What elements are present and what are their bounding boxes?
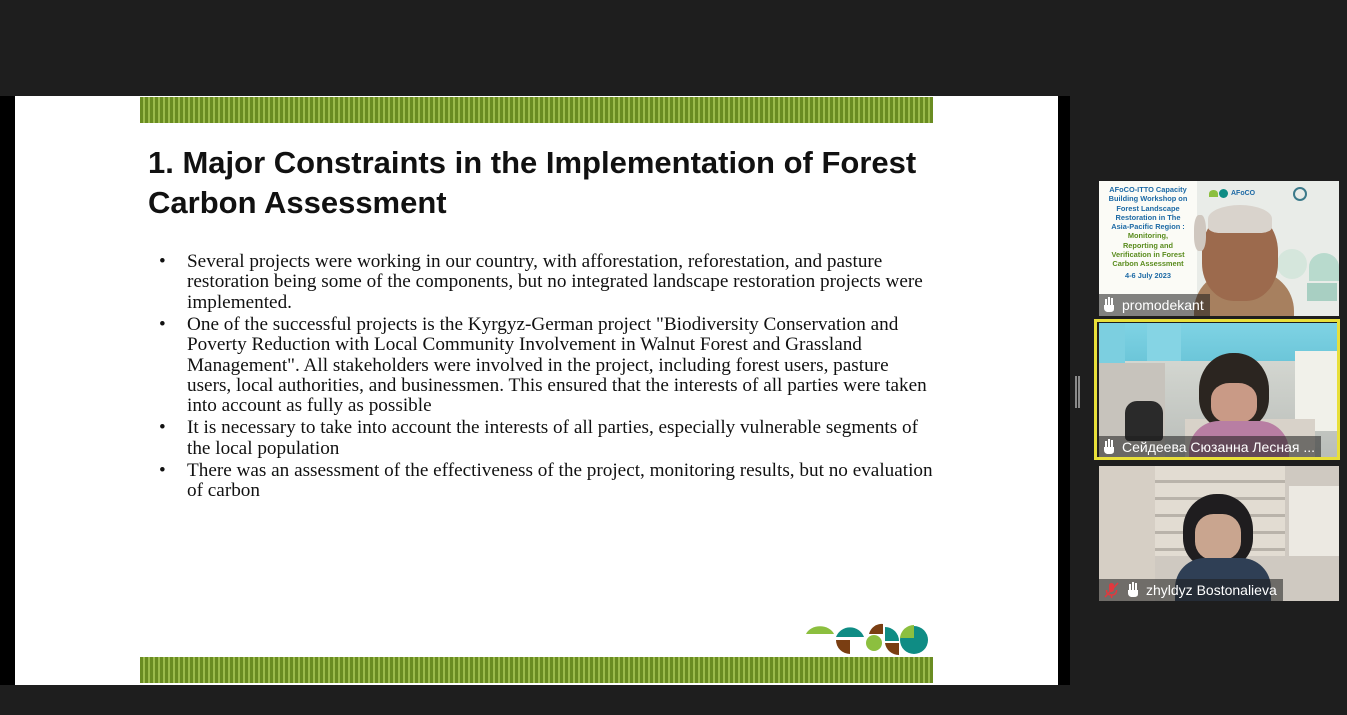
participant-video-tile-active[interactable] bbox=[1099, 323, 1339, 458]
bullet-text: One of the successful projects is the Kyrgyz-German project "Biodiversity Conservation and Poverty Reduction with Local Community Involvement in Walnut Forest and Grassland Management". All stakeholders were involved in the project, including forest users, pasture users, local authorities, and businessmen. This ensured that the interests of all parties were taken into account as fully as possible bbox=[187, 313, 927, 417]
slide-bottom-stripe bbox=[140, 657, 933, 683]
bullet-text: There was an assessment of the effectiveness of the project, monitoring results, but no evaluation of carbon bbox=[187, 459, 933, 501]
bullet-symbol: • bbox=[159, 459, 166, 481]
banner-line: Reporting and bbox=[1122, 240, 1174, 250]
participant-name-bar bbox=[1099, 436, 1321, 458]
banner-date: 4-6 July 2023 bbox=[1124, 270, 1172, 280]
bullet-text: It is necessary to take into account the interests of all parties, especially vulnerable segments of the local population bbox=[187, 417, 919, 459]
bullet-text: Several projects were working in our country, with afforestation, reforestation, and pasture restoration being some of the components, but no integrated landscape restoration projects were implemented. bbox=[187, 251, 923, 313]
participant-name: promodekant bbox=[1122, 297, 1204, 313]
raised-hand-icon bbox=[1127, 582, 1141, 598]
muted-mic-icon bbox=[1103, 582, 1119, 598]
bullet-symbol: • bbox=[159, 417, 166, 439]
bullet-symbol: • bbox=[159, 313, 166, 335]
banner-line: Restoration in The bbox=[1115, 212, 1181, 222]
banner-line: AFoCO-ITTO Capacity bbox=[1109, 185, 1187, 194]
bullet-symbol: • bbox=[159, 251, 166, 272]
banner-line: Asia-Pacific Region : bbox=[1111, 222, 1185, 232]
partner-emblem-icon bbox=[1293, 187, 1307, 201]
banner-line: Carbon Assessment bbox=[1112, 259, 1184, 269]
participant-name: zhyldyz Bostonalieva bbox=[1146, 582, 1277, 598]
banner-logo-text: AFoCO bbox=[1231, 190, 1256, 197]
participant-video-tile[interactable] bbox=[1099, 466, 1339, 601]
presentation-slide bbox=[15, 96, 1058, 685]
workshop-logo bbox=[1209, 189, 1255, 198]
banner-line: Forest Landscape bbox=[1116, 203, 1180, 213]
banner-line: Monitoring, bbox=[1127, 231, 1169, 241]
afoco-circles-logo bbox=[805, 621, 930, 655]
slide-title: 1. Major Constraints in the Implementation of Forest Carbon Assessment bbox=[148, 145, 917, 220]
bullet-item bbox=[157, 418, 937, 459]
raised-hand-icon bbox=[1103, 297, 1117, 313]
bullet-item bbox=[157, 252, 937, 313]
participant-name-bar bbox=[1099, 294, 1210, 316]
banner-line: Building Workshop on bbox=[1108, 194, 1188, 204]
slide-top-stripe bbox=[140, 97, 933, 123]
participant-name-bar bbox=[1099, 579, 1283, 601]
bullet-item bbox=[157, 461, 937, 502]
participant-video-tile[interactable] bbox=[1099, 181, 1339, 316]
bullet-list bbox=[157, 252, 937, 503]
panel-resize-handle[interactable] bbox=[1075, 376, 1080, 408]
banner-line: Verification in Forest bbox=[1111, 250, 1185, 260]
participant-name: Сейдеева Сюзанна Лесная ... bbox=[1122, 439, 1315, 455]
raised-hand-icon bbox=[1103, 439, 1117, 455]
bullet-item bbox=[157, 315, 937, 417]
shared-screen bbox=[0, 96, 1070, 685]
